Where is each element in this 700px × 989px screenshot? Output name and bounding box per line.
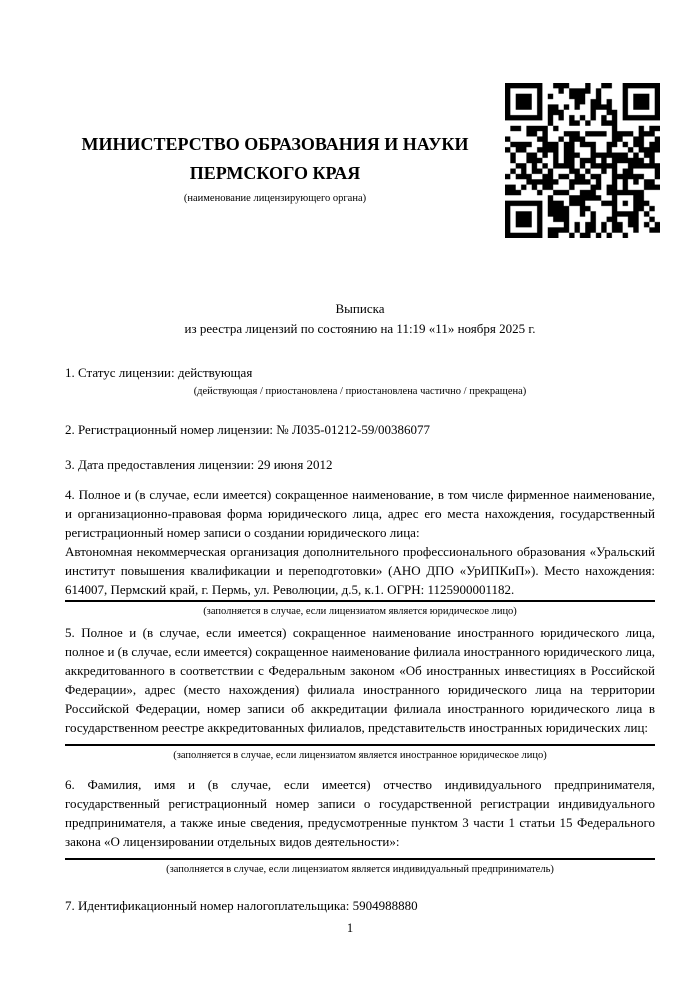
licensing-authority-header: [55, 130, 495, 205]
field-legal-entity-label: 4. Полное и (в случае, если имеется) сокращенное наименование, в том числе фирменное наименование, и организационно-правовая форма юридического лица, адрес его места нахождения, государственный регистрационный номер записи о создании юридического лица:: [65, 487, 655, 540]
fill-in-line: [65, 600, 655, 602]
ministry-name-line1: МИНИСТЕРСТВО ОБРАЗОВАНИЯ И НАУКИ: [81, 134, 469, 154]
field-registration-number-text: 2. Регистрационный номер лицензии: № Л035-01212-59/00386077: [65, 422, 431, 437]
field-license-status-note: (действующая / приостановлена / приостановлена частично / прекращена): [193, 386, 527, 397]
page-number: 1: [346, 921, 354, 935]
fill-in-line: [65, 744, 655, 746]
field-legal-entity-note: (заполняется в случае, если лицензиатом является юридическое лицо): [203, 606, 517, 617]
field-license-status-text: 1. Статус лицензии: действующая: [65, 365, 253, 380]
document-title-line2: из реестра лицензий по состоянию на 11:19 «11» ноября 2025 г.: [184, 320, 536, 336]
field-license-grant-date-text: 3. Дата предоставления лицензии: 29 июня 2012: [65, 457, 333, 472]
document-title-line1: Выписка: [335, 301, 385, 316]
field-license-grant-date: [65, 455, 655, 474]
field-foreign-entity-label: 5. Полное и (в случае, если имеется) сокращенное наименование иностранного юридического лица, полное и (в случае, если имеется) сокращенное наименование филиала иностранного юридического лица, аккредитованного в соответствии с Федеральным законом «Об иностранных инвестициях в Российской Федерации», адрес (место нахождения) филиала иностранного юридического лица на территории Российской Федерации, номер записи об аккредитации филиала иностранного юридического лица в государственном реестре аккредитованных филиалов, представительств иностранных юридических лиц:: [65, 625, 655, 735]
field-taxpayer-number-text: 7. Идентификационный номер налогоплательщика: 5904988880: [65, 898, 418, 913]
field-legal-entity-value: Автономная некоммерческая организация дополнительного профессионального образования «Уральский институт повышения квалификации и переподготовки» (АНО ДПО «УрИПКиП»). Место нахождения: 614007, Пермский край, г. Пермь, ул. Революции, д.5, к.1. ОГРН: 1125900001182.: [65, 544, 655, 597]
field-taxpayer-number: [65, 896, 655, 915]
field-individual-entrepreneur-label: 6. Фамилия, имя и (в случае, если имеется) отчество индивидуального предпринимателя, государственный регистрационный номер записи о государственной регистрации индивидуального предпринимателя, а также иные сведения, предусмотренные пунктом 3 части 1 статьи 15 Федерального закона «О лицензировании отдельных видов деятельности»:: [65, 777, 655, 849]
field-license-status: [65, 363, 655, 399]
qr-code: [505, 83, 660, 238]
field-foreign-entity-note: (заполняется в случае, если лицензиатом является иностранное юридическое лицо): [173, 750, 547, 761]
ministry-name-line2: ПЕРМСКОГО КРАЯ: [189, 163, 361, 183]
licensing-authority-note: (наименование лицензирующего органа): [183, 193, 367, 204]
empty-value-space: [65, 851, 655, 858]
document-title: [65, 299, 655, 338]
fill-in-line: [65, 858, 655, 860]
field-individual-entrepreneur-note: (заполняется в случае, если лицензиатом является индивидуальный предприниматель): [166, 864, 554, 875]
field-registration-number: [65, 420, 655, 439]
field-individual-entrepreneur: [65, 775, 655, 877]
empty-value-space: [65, 737, 655, 744]
field-legal-entity: [65, 485, 655, 619]
field-foreign-entity: [65, 623, 655, 763]
